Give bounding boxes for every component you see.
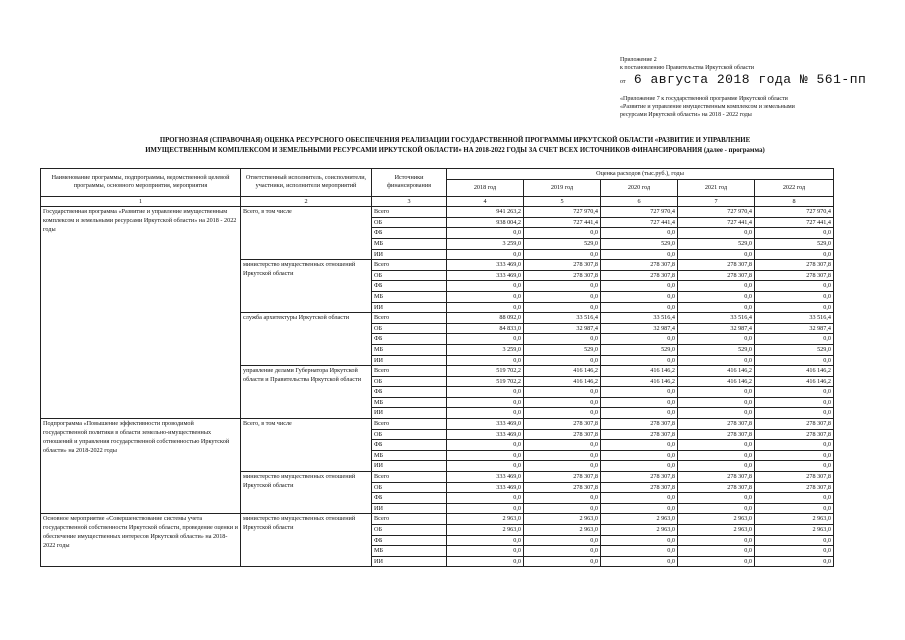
amount-cell: 278 307,8: [755, 419, 834, 430]
amount-cell: 727 441,4: [755, 217, 834, 228]
amount-cell: 416 146,2: [601, 366, 678, 377]
amount-cell: 0,0: [524, 546, 601, 557]
source-cell: МБ: [372, 344, 447, 355]
amount-cell: 0,0: [755, 440, 834, 451]
amount-cell: 0,0: [755, 291, 834, 302]
order-line: [620, 73, 866, 89]
amount-cell: 0,0: [601, 450, 678, 461]
source-cell: ИИ: [372, 556, 447, 567]
table-row: [41, 207, 834, 218]
amount-cell: 333 469,0: [447, 419, 524, 430]
amount-cell: 0,0: [755, 334, 834, 345]
amount-cell: 333 469,0: [447, 482, 524, 493]
amount-cell: 0,0: [524, 281, 601, 292]
amount-cell: 333 469,0: [447, 472, 524, 483]
amount-cell: 0,0: [678, 450, 755, 461]
amount-cell: 0,0: [755, 461, 834, 472]
amount-cell: 0,0: [678, 461, 755, 472]
col-costs-header: Оценка расходов (тыс.руб.), годы: [447, 169, 834, 180]
title-line-1: ПРОГНОЗНАЯ (СПРАВОЧНАЯ) ОЦЕНКА РЕСУРСНОГО ОБЕСПЕЧЕНИЯ РЕАЛИЗАЦИИ ГОСУДАРСТВЕННОЙ ПРОГРАММЫ ИРКУТСКОЙ ОБЛАСТИ «РАЗВИТИЕ И УПРАВЛЕНИЕ: [159, 137, 751, 144]
amount-cell: 0,0: [601, 503, 678, 514]
source-cell: ФБ: [372, 228, 447, 239]
amount-cell: 278 307,8: [601, 419, 678, 430]
source-cell: Всего: [372, 472, 447, 483]
amount-cell: 84 833,0: [447, 323, 524, 334]
source-cell: ОБ: [372, 217, 447, 228]
amount-cell: 0,0: [447, 355, 524, 366]
amount-cell: 2 963,0: [524, 525, 601, 536]
amount-cell: 278 307,8: [678, 260, 755, 271]
amount-cell: 0,0: [678, 249, 755, 260]
note-line-2: «Развитие и управление имущественным комплексом и земельными: [620, 104, 795, 110]
amount-cell: 278 307,8: [524, 482, 601, 493]
executor-cell: служба архитектуры Иркутской области: [241, 313, 372, 366]
source-cell: ОБ: [372, 429, 447, 440]
amount-cell: 0,0: [601, 408, 678, 419]
amount-cell: 0,0: [601, 440, 678, 451]
col-source-header: Источники финансирования: [372, 169, 447, 197]
source-cell: ИИ: [372, 461, 447, 472]
amount-cell: 727 970,4: [678, 207, 755, 218]
executor-cell: министерство имущественных отношений Иркутской области: [241, 514, 372, 567]
source-cell: МБ: [372, 397, 447, 408]
source-cell: ФБ: [372, 493, 447, 504]
amount-cell: 529,0: [755, 238, 834, 249]
amount-cell: 0,0: [524, 503, 601, 514]
amount-cell: 0,0: [447, 546, 524, 557]
amount-cell: 0,0: [447, 228, 524, 239]
amount-cell: 0,0: [524, 387, 601, 398]
col-executor-header: Ответственный исполнитель, соисполнители, участники, исполнители мероприятий: [241, 169, 372, 197]
amount-cell: 529,0: [524, 238, 601, 249]
amount-cell: 0,0: [678, 334, 755, 345]
executor-cell: министерство имущественных отношений Иркутской области: [241, 472, 372, 514]
amount-cell: 416 146,2: [524, 366, 601, 377]
amount-cell: 0,0: [447, 556, 524, 567]
amount-cell: 0,0: [678, 302, 755, 313]
amount-cell: 416 146,2: [524, 376, 601, 387]
amount-cell: 278 307,8: [678, 429, 755, 440]
source-cell: МБ: [372, 291, 447, 302]
amount-cell: 0,0: [447, 334, 524, 345]
amount-cell: 2 963,0: [755, 525, 834, 536]
amount-cell: 416 146,2: [755, 376, 834, 387]
amount-cell: 529,0: [678, 344, 755, 355]
amount-cell: 416 146,2: [678, 366, 755, 377]
executor-cell: Всего, в том числе: [241, 207, 372, 260]
amount-cell: 2 963,0: [447, 514, 524, 525]
order-text: 6 августа 2018 года № 561-пп: [633, 72, 867, 87]
amount-cell: 0,0: [601, 461, 678, 472]
source-cell: ОБ: [372, 376, 447, 387]
amount-cell: 33 516,4: [524, 313, 601, 324]
amount-cell: 0,0: [678, 397, 755, 408]
amount-cell: 727 970,4: [524, 207, 601, 218]
amount-cell: 0,0: [678, 281, 755, 292]
amount-cell: 0,0: [678, 228, 755, 239]
year-header: 2022 год: [755, 179, 834, 196]
amount-cell: 529,0: [601, 238, 678, 249]
source-cell: ФБ: [372, 387, 447, 398]
amount-cell: 3 259,0: [447, 238, 524, 249]
column-number: 5: [524, 196, 601, 207]
amount-cell: 727 441,4: [524, 217, 601, 228]
amount-cell: 0,0: [447, 249, 524, 260]
amount-cell: 0,0: [601, 249, 678, 260]
source-cell: Всего: [372, 260, 447, 271]
amount-cell: 333 469,0: [447, 429, 524, 440]
amount-cell: 0,0: [447, 450, 524, 461]
amount-cell: 0,0: [755, 302, 834, 313]
amount-cell: 0,0: [755, 281, 834, 292]
source-cell: ИИ: [372, 302, 447, 313]
amount-cell: 529,0: [601, 344, 678, 355]
amount-cell: 2 963,0: [601, 514, 678, 525]
source-cell: ОБ: [372, 525, 447, 536]
amount-cell: 0,0: [755, 556, 834, 567]
amount-cell: 0,0: [755, 408, 834, 419]
source-cell: ФБ: [372, 440, 447, 451]
amount-cell: 32 987,4: [601, 323, 678, 334]
amount-cell: 529,0: [755, 344, 834, 355]
source-cell: ОБ: [372, 270, 447, 281]
amount-cell: 0,0: [678, 546, 755, 557]
source-cell: ИИ: [372, 503, 447, 514]
amount-cell: 0,0: [524, 493, 601, 504]
amount-cell: 32 987,4: [678, 323, 755, 334]
appendix-header: [620, 56, 866, 119]
amount-cell: 0,0: [601, 302, 678, 313]
source-cell: Всего: [372, 514, 447, 525]
table-body: [41, 207, 834, 567]
amount-cell: 0,0: [447, 397, 524, 408]
executor-cell: Всего, в том числе: [241, 419, 372, 472]
amount-cell: 278 307,8: [601, 482, 678, 493]
amount-cell: 32 987,4: [524, 323, 601, 334]
amount-cell: 278 307,8: [678, 270, 755, 281]
source-cell: ФБ: [372, 281, 447, 292]
amount-cell: 0,0: [601, 355, 678, 366]
amount-cell: 0,0: [601, 556, 678, 567]
amount-cell: 0,0: [755, 503, 834, 514]
executor-cell: управление делами Губернатора Иркутской области и Правительства Иркутской области: [241, 366, 372, 419]
amount-cell: 278 307,8: [524, 429, 601, 440]
amount-cell: 0,0: [524, 556, 601, 567]
amount-cell: 278 307,8: [678, 482, 755, 493]
title-line-2: ИМУЩЕСТВЕННЫМ КОМПЛЕКСОМ И ЗЕМЕЛЬНЫМИ РЕСУРСАМИ ИРКУТСКОЙ ОБЛАСТИ» НА 2018-2022 ГОДЫ ЗА СЧЕТ ВСЕХ ИСТОЧНИКОВ ФИНАНСИРОВАНИЯ (далее - программа): [145, 147, 765, 154]
amount-cell: 727 441,4: [601, 217, 678, 228]
table-row: [41, 419, 834, 430]
source-cell: Всего: [372, 207, 447, 218]
amount-cell: 0,0: [601, 281, 678, 292]
source-cell: ОБ: [372, 482, 447, 493]
amount-cell: 2 963,0: [447, 525, 524, 536]
amount-cell: 278 307,8: [755, 472, 834, 483]
amount-cell: 727 970,4: [755, 207, 834, 218]
amount-cell: 0,0: [524, 450, 601, 461]
amount-cell: 0,0: [755, 493, 834, 504]
column-number: 4: [447, 196, 524, 207]
year-header: 2021 год: [678, 179, 755, 196]
source-cell: Всего: [372, 366, 447, 377]
source-cell: Всего: [372, 419, 447, 430]
year-header: 2019 год: [524, 179, 601, 196]
amount-cell: 3 259,0: [447, 344, 524, 355]
program-name-cell: Подпрограмма «Повышение эффективности проводимой государственной политики в области земельно-имущественных отношений и управления государственной собственностью Иркутской области» на 2018-2022 годы: [41, 419, 241, 514]
amount-cell: 0,0: [601, 228, 678, 239]
amount-cell: 0,0: [447, 387, 524, 398]
amount-cell: 2 963,0: [755, 514, 834, 525]
amount-cell: 33 516,4: [755, 313, 834, 324]
amount-cell: 278 307,8: [678, 419, 755, 430]
col-program-header: Наименование программы, подпрограммы, ведомственной целевой программы, основного мероприятия, мероприятия: [41, 169, 241, 197]
amount-cell: 519 702,2: [447, 376, 524, 387]
amount-cell: 0,0: [755, 535, 834, 546]
amount-cell: 0,0: [447, 408, 524, 419]
amount-cell: 0,0: [678, 291, 755, 302]
amount-cell: 278 307,8: [755, 429, 834, 440]
amount-cell: 2 963,0: [524, 514, 601, 525]
amount-cell: 278 307,8: [601, 429, 678, 440]
program-name-cell: Основное мероприятие «Совершенствование системы учета государственной собственности Иркутской области, проведение оценки и обеспечение имущественных интересов Иркутской области» на 2018-2022 годы: [41, 514, 241, 567]
appendix-to: к постановлению Правительства Иркутской области: [620, 65, 754, 71]
amount-cell: 0,0: [755, 387, 834, 398]
source-cell: МБ: [372, 450, 447, 461]
amount-cell: 941 263,2: [447, 207, 524, 218]
appendix-note: [620, 95, 866, 119]
amount-cell: 0,0: [447, 493, 524, 504]
amount-cell: 0,0: [447, 535, 524, 546]
amount-cell: 0,0: [447, 503, 524, 514]
amount-cell: 0,0: [524, 397, 601, 408]
year-header: 2020 год: [601, 179, 678, 196]
amount-cell: 0,0: [601, 493, 678, 504]
amount-cell: 0,0: [678, 440, 755, 451]
amount-cell: 88 092,0: [447, 313, 524, 324]
source-cell: ИИ: [372, 355, 447, 366]
amount-cell: 0,0: [601, 334, 678, 345]
amount-cell: 2 963,0: [678, 514, 755, 525]
appendix-label: Приложение 2: [620, 57, 657, 63]
amount-cell: 278 307,8: [678, 472, 755, 483]
amount-cell: 416 146,2: [755, 366, 834, 377]
amount-cell: 0,0: [447, 461, 524, 472]
amount-cell: 938 004,2: [447, 217, 524, 228]
amount-cell: 0,0: [524, 440, 601, 451]
amount-cell: 0,0: [678, 535, 755, 546]
amount-cell: 0,0: [678, 556, 755, 567]
amount-cell: 727 970,4: [601, 207, 678, 218]
order-prefix: от: [620, 79, 626, 85]
amount-cell: 0,0: [601, 387, 678, 398]
amount-cell: 0,0: [524, 228, 601, 239]
amount-cell: 278 307,8: [601, 260, 678, 271]
amount-cell: 278 307,8: [601, 472, 678, 483]
amount-cell: 0,0: [678, 387, 755, 398]
column-number: 7: [678, 196, 755, 207]
amount-cell: 0,0: [524, 461, 601, 472]
amount-cell: 32 987,4: [755, 323, 834, 334]
amount-cell: 0,0: [601, 291, 678, 302]
source-cell: МБ: [372, 238, 447, 249]
source-cell: МБ: [372, 546, 447, 557]
amount-cell: 0,0: [678, 503, 755, 514]
amount-cell: 0,0: [755, 546, 834, 557]
amount-cell: 0,0: [601, 535, 678, 546]
year-header: 2018 год: [447, 179, 524, 196]
amount-cell: 33 516,4: [678, 313, 755, 324]
source-cell: ОБ: [372, 323, 447, 334]
amount-cell: 0,0: [524, 535, 601, 546]
amount-cell: 0,0: [755, 450, 834, 461]
amount-cell: 0,0: [447, 302, 524, 313]
amount-cell: 278 307,8: [755, 270, 834, 281]
amount-cell: 416 146,2: [678, 376, 755, 387]
amount-cell: 333 469,0: [447, 270, 524, 281]
amount-cell: 0,0: [678, 493, 755, 504]
amount-cell: 529,0: [678, 238, 755, 249]
amount-cell: 0,0: [447, 291, 524, 302]
amount-cell: 278 307,8: [755, 260, 834, 271]
amount-cell: 416 146,2: [601, 376, 678, 387]
amount-cell: 333 469,0: [447, 260, 524, 271]
amount-cell: 0,0: [678, 355, 755, 366]
table-row: [41, 514, 834, 525]
table-header: [41, 169, 834, 207]
amount-cell: 0,0: [524, 302, 601, 313]
amount-cell: 0,0: [755, 249, 834, 260]
amount-cell: 0,0: [524, 408, 601, 419]
note-line-1: «Приложение 7 к государственной программе Иркутской области: [620, 96, 788, 102]
amount-cell: 278 307,8: [524, 419, 601, 430]
column-number: 1: [41, 196, 241, 207]
column-number: 2: [241, 196, 372, 207]
amount-cell: 0,0: [755, 355, 834, 366]
amount-cell: 727 441,4: [678, 217, 755, 228]
amount-cell: 0,0: [601, 397, 678, 408]
amount-cell: 0,0: [447, 440, 524, 451]
source-cell: ФБ: [372, 334, 447, 345]
column-number: 3: [372, 196, 447, 207]
amount-cell: 0,0: [524, 291, 601, 302]
amount-cell: 2 963,0: [678, 525, 755, 536]
executor-cell: министерство имущественных отношений Иркутской области: [241, 260, 372, 313]
program-name-cell: Государственная программа «Развитие и управление имущественным комплексом и земельными ресурсами Иркутской области» на 2018 - 2022 годы: [41, 207, 241, 419]
amount-cell: 33 516,4: [601, 313, 678, 324]
source-cell: ФБ: [372, 535, 447, 546]
amount-cell: 278 307,8: [524, 472, 601, 483]
amount-cell: 278 307,8: [601, 270, 678, 281]
amount-cell: 0,0: [524, 249, 601, 260]
column-number-row: [41, 196, 834, 207]
note-line-3: ресурсами Иркутской области» на 2018 - 2022 годы: [620, 112, 752, 118]
amount-cell: 519 702,2: [447, 366, 524, 377]
amount-cell: 0,0: [524, 355, 601, 366]
column-number: 8: [755, 196, 834, 207]
amount-cell: 0,0: [678, 408, 755, 419]
source-cell: ИИ: [372, 408, 447, 419]
amount-cell: 529,0: [524, 344, 601, 355]
column-number: 6: [601, 196, 678, 207]
document-title: [40, 136, 870, 156]
amount-cell: 2 963,0: [601, 525, 678, 536]
amount-cell: 0,0: [447, 281, 524, 292]
amount-cell: 278 307,8: [524, 270, 601, 281]
amount-cell: 278 307,8: [755, 482, 834, 493]
source-cell: Всего: [372, 313, 447, 324]
amount-cell: 0,0: [601, 546, 678, 557]
amount-cell: 0,0: [755, 228, 834, 239]
resource-table: [40, 168, 834, 567]
amount-cell: 0,0: [524, 334, 601, 345]
amount-cell: 278 307,8: [524, 260, 601, 271]
source-cell: ИИ: [372, 249, 447, 260]
amount-cell: 0,0: [755, 397, 834, 408]
